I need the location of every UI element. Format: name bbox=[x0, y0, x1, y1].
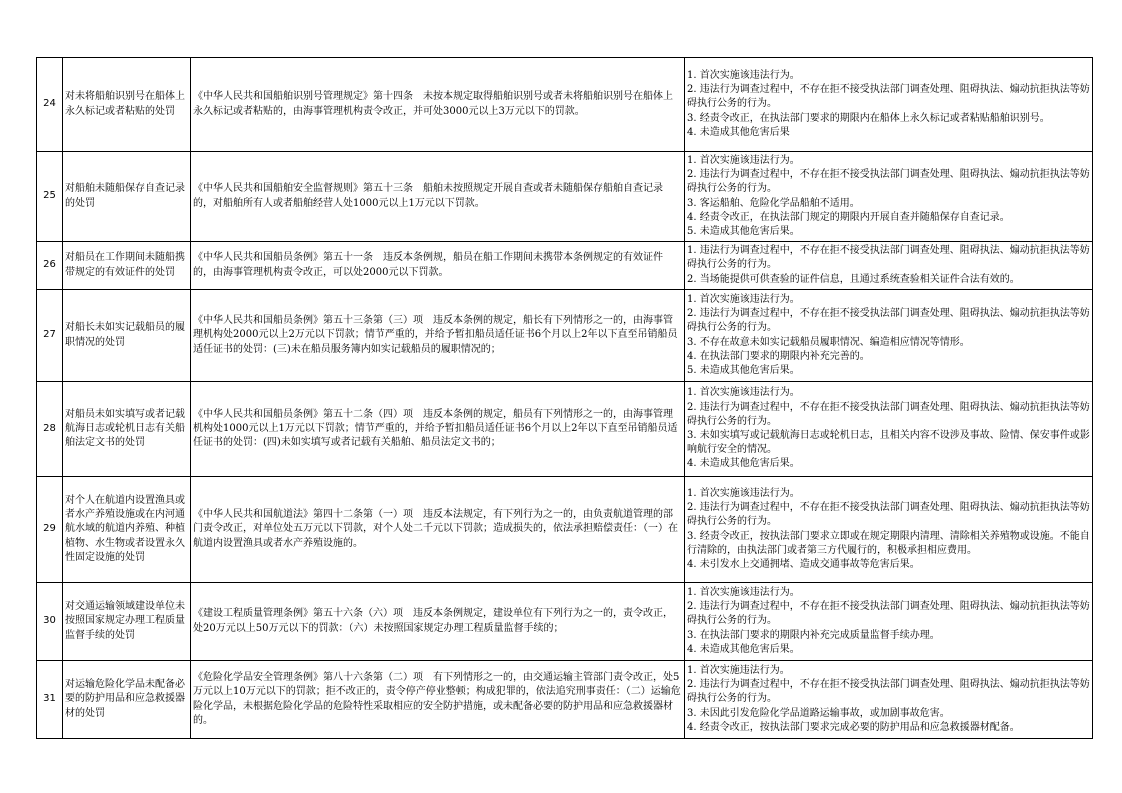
legal-basis: 《危险化学品安全管理条例》第八十六条第（二）项 有下列情形之一的，由交通运输主管部门责令改正，处5万元以上10万元以下的罚款；拒不改正的，责令停产停业整顿；构成犯罪的，依法追究刑事责任：（二）运输危险化学品，未根据危险化学品的危险特性采取相应的安全防护措施，或未配备必要的防护用品和应急救援器材的。 bbox=[191, 661, 685, 739]
condition-line: 3. 经责令改正，按执法部门要求立即或在规定期限内清理、清除相关养殖物或设施。不能自行清除的，由执法部门或者第三方代履行的，积极承担相应费用。 bbox=[687, 530, 1090, 556]
condition-line: 3. 经责令改正，在执法部门要求的期限内在船体上永久标记或者粘贴船舶识别号。 bbox=[687, 112, 1050, 124]
violation-item: 对个人在航道内设置渔具或者水产养殖设施或在内河通航水域的航道内养殖、种植植物、水生物或者设置永久性固定设施的处罚 bbox=[63, 477, 191, 583]
exemption-conditions bbox=[685, 242, 1093, 290]
penalty-table bbox=[36, 57, 1093, 739]
violation-item: 对交通运输领域建设单位未按照国家规定办理工程质量监督手续的处罚 bbox=[63, 583, 191, 661]
condition-line: 2. 违法行为调查过程中，不存在拒不接受执法部门调查处理、阻碍执法、煽动抗拒执法等妨碍执行公务的行为。 bbox=[687, 601, 1090, 627]
row-number: 25 bbox=[37, 152, 63, 242]
exemption-conditions bbox=[685, 477, 1093, 583]
condition-line: 3. 未因此引发危险化学品道路运输事故，或加剧事故危害。 bbox=[687, 707, 950, 719]
row-number: 27 bbox=[37, 290, 63, 382]
condition-line: 1. 首次实施该违法行为。 bbox=[687, 154, 800, 166]
condition-line: 2. 当场能提供可供查验的证件信息，且通过系统查验相关证件合法有效的。 bbox=[687, 273, 1020, 285]
condition-line: 3. 未如实填写或记载航海日志或轮机日志，且相关内容不设涉及事故、险情、保安事件或影响航行安全的情况。 bbox=[687, 430, 1090, 456]
row-number: 29 bbox=[37, 477, 63, 583]
condition-line: 2. 违法行为调查过程中，不存在拒不接受执法部门调查处理、阻碍执法、煽动抗拒执法等妨碍执行公务的行为。 bbox=[687, 679, 1090, 705]
condition-line: 5. 未造成其他危害后果。 bbox=[687, 225, 800, 237]
legal-basis: 《建设工程质量管理条例》第五十六条（六）项 违反本条例规定，建设单位有下列行为之一的，责令改正，处20万元以上50万元以下的罚款：（六）未按照国家规定办理工程质量监督手续的； bbox=[191, 583, 685, 661]
exemption-conditions bbox=[685, 583, 1093, 661]
table-row bbox=[37, 242, 1093, 290]
condition-line: 2. 违法行为调查过程中，不存在拒不接受执法部门调查处理、阻碍执法、煽动抗拒执法等妨碍执行公务的行为。 bbox=[687, 84, 1090, 110]
row-number: 26 bbox=[37, 242, 63, 290]
condition-line: 4. 经责令改正，按执法部门要求完成必要的防护用品和应急救援器材配备。 bbox=[687, 721, 1020, 733]
row-number: 24 bbox=[37, 58, 63, 152]
legal-basis: 《中华人民共和国船舶识别号管理规定》第十四条 未按本规定取得船舶识别号或者未将船舶识别号在船体上永久标记或者粘贴的，由海事管理机构责令改正，并可处3000元以上3万元以下的罚款。 bbox=[191, 58, 685, 152]
legal-basis: 《中华人民共和国船员条例》第五十一条 违反本条例规，船员在船工作期间未携带本条例规定的有效证件的，由海事管理机构责令改正，可以处2000元以下罚款。 bbox=[191, 242, 685, 290]
condition-line: 4. 未造成其他危害后果 bbox=[687, 126, 790, 138]
condition-line: 2. 违法行为调查过程中，不存在拒不接受执法部门调查处理、阻碍执法、煽动抗拒执法等妨碍执行公务的行为。 bbox=[687, 502, 1090, 528]
row-number: 28 bbox=[37, 382, 63, 477]
legal-basis: 《中华人民共和国船员条例》第五十三条第（三）项 违反本条例的规定，船长有下列情形之一的，由海事管理机构处2000元以上2万元以下罚款；情节严重的，并给予暂扣船员适任证书6个月以上2年以下直至吊销船员适任证书的处罚：(三)未在船员服务簿内如实记载船员的履职情况的； bbox=[191, 290, 685, 382]
condition-line: 3. 不存在故意未如实记载船员履职情况、编造相应情况等情形。 bbox=[687, 336, 970, 348]
condition-line: 1. 首次实施该违法行为。 bbox=[687, 387, 800, 399]
condition-line: 5. 未造成其他危害后果。 bbox=[687, 364, 800, 376]
condition-line: 1. 首次实施违法行为。 bbox=[687, 664, 790, 676]
exemption-conditions bbox=[685, 661, 1093, 739]
violation-item: 对运输危险化学品未配备必要的防护用品和应急救援器材的处罚 bbox=[63, 661, 191, 739]
table-row bbox=[37, 152, 1093, 242]
violation-item: 对船员在工作期间未随船携带规定的有效证件的处罚 bbox=[63, 242, 191, 290]
legal-basis: 《中华人民共和国船员条例》第五十二条（四）项 违反本条例的规定，船员有下列情形之一的，由海事管理机构处1000元以上1万元以下罚款；情节严重的，并给予暂扣船员适任证书6个月以上2年以下直至吊销船员适任证书的处罚：(四)未如实填写或者记载有关船舶、船员法定文书的； bbox=[191, 382, 685, 477]
table-row bbox=[37, 661, 1093, 739]
exemption-conditions bbox=[685, 290, 1093, 382]
condition-line: 1. 首次实施该违法行为。 bbox=[687, 293, 800, 305]
table-row bbox=[37, 583, 1093, 661]
violation-item: 对船员未如实填写或者记载航海日志或轮机日志有关船舶法定文书的处罚 bbox=[63, 382, 191, 477]
condition-line: 4. 未造成其他危害后果。 bbox=[687, 643, 800, 655]
table-row bbox=[37, 58, 1093, 152]
condition-line: 2. 违法行为调查过程中，不存在拒不接受执法部门调查处理、阻碍执法、煽动抗拒执法等妨碍执行公务的行为。 bbox=[687, 308, 1090, 334]
condition-line: 4. 未引发水上交通拥堵、造成交通事故等危害后果。 bbox=[687, 558, 920, 570]
violation-item: 对船舶未随船保存自查记录的处罚 bbox=[63, 152, 191, 242]
condition-line: 1. 违法行为调查过程中，不存在拒不接受执法部门调查处理、阻碍执法、煽动抗拒执法等妨碍执行公务的行为。 bbox=[687, 245, 1090, 271]
legal-basis: 《中华人民共和国航道法》第四十二条第（一）项 违反本法规定，有下列行为之一的，由负责航道管理的部门责令改正，对单位处五万元以下罚款，对个人处二千元以下罚款；造成损失的，依法承担赔偿责任：（一）在航道内设置渔具或者水产养殖设施的。 bbox=[191, 477, 685, 583]
condition-line: 4. 经责令改正，在执法部门规定的期限内开展自查并随船保存自查记录。 bbox=[687, 211, 1010, 223]
table-row bbox=[37, 290, 1093, 382]
row-number: 30 bbox=[37, 583, 63, 661]
violation-item: 对未将船舶识别号在船体上永久标记或者粘贴的处罚 bbox=[63, 58, 191, 152]
exemption-conditions bbox=[685, 152, 1093, 242]
exemption-conditions bbox=[685, 58, 1093, 152]
row-number: 31 bbox=[37, 661, 63, 739]
table-row bbox=[37, 382, 1093, 477]
condition-line: 1. 首次实施该违法行为。 bbox=[687, 69, 800, 81]
condition-line: 3. 在执法部门要求的期限内补充完成质量监督手续办理。 bbox=[687, 629, 940, 641]
condition-line: 2. 违法行为调查过程中，不存在拒不接受执法部门调查处理、阻碍执法、煽动抗拒执法等妨碍执行公务的行为。 bbox=[687, 169, 1090, 195]
legal-basis: 《中华人民共和国船舶安全监督规则》第五十三条 船舶未按照规定开展自查或者未随船保存船舶自查记录的，对船舶所有人或者船舶经营人处1000元以上1万元以下罚款。 bbox=[191, 152, 685, 242]
condition-line: 1. 首次实施该违法行为。 bbox=[687, 487, 800, 499]
condition-line: 3. 客运船舶、危险化学品船舶不适用。 bbox=[687, 197, 860, 209]
penalty-table-body bbox=[37, 58, 1093, 739]
condition-line: 4. 在执法部门要求的期限内补充完善的。 bbox=[687, 350, 870, 362]
condition-line: 2. 违法行为调查过程中，不存在拒不接受执法部门调查处理、阻碍执法、煽动抗拒执法等妨碍执行公务的行为。 bbox=[687, 401, 1090, 427]
violation-item: 对船长未如实记载船员的履职情况的处罚 bbox=[63, 290, 191, 382]
condition-line: 1. 首次实施该违法行为。 bbox=[687, 586, 800, 598]
exemption-conditions bbox=[685, 382, 1093, 477]
table-row bbox=[37, 477, 1093, 583]
condition-line: 4. 未造成其他危害后果。 bbox=[687, 458, 800, 470]
